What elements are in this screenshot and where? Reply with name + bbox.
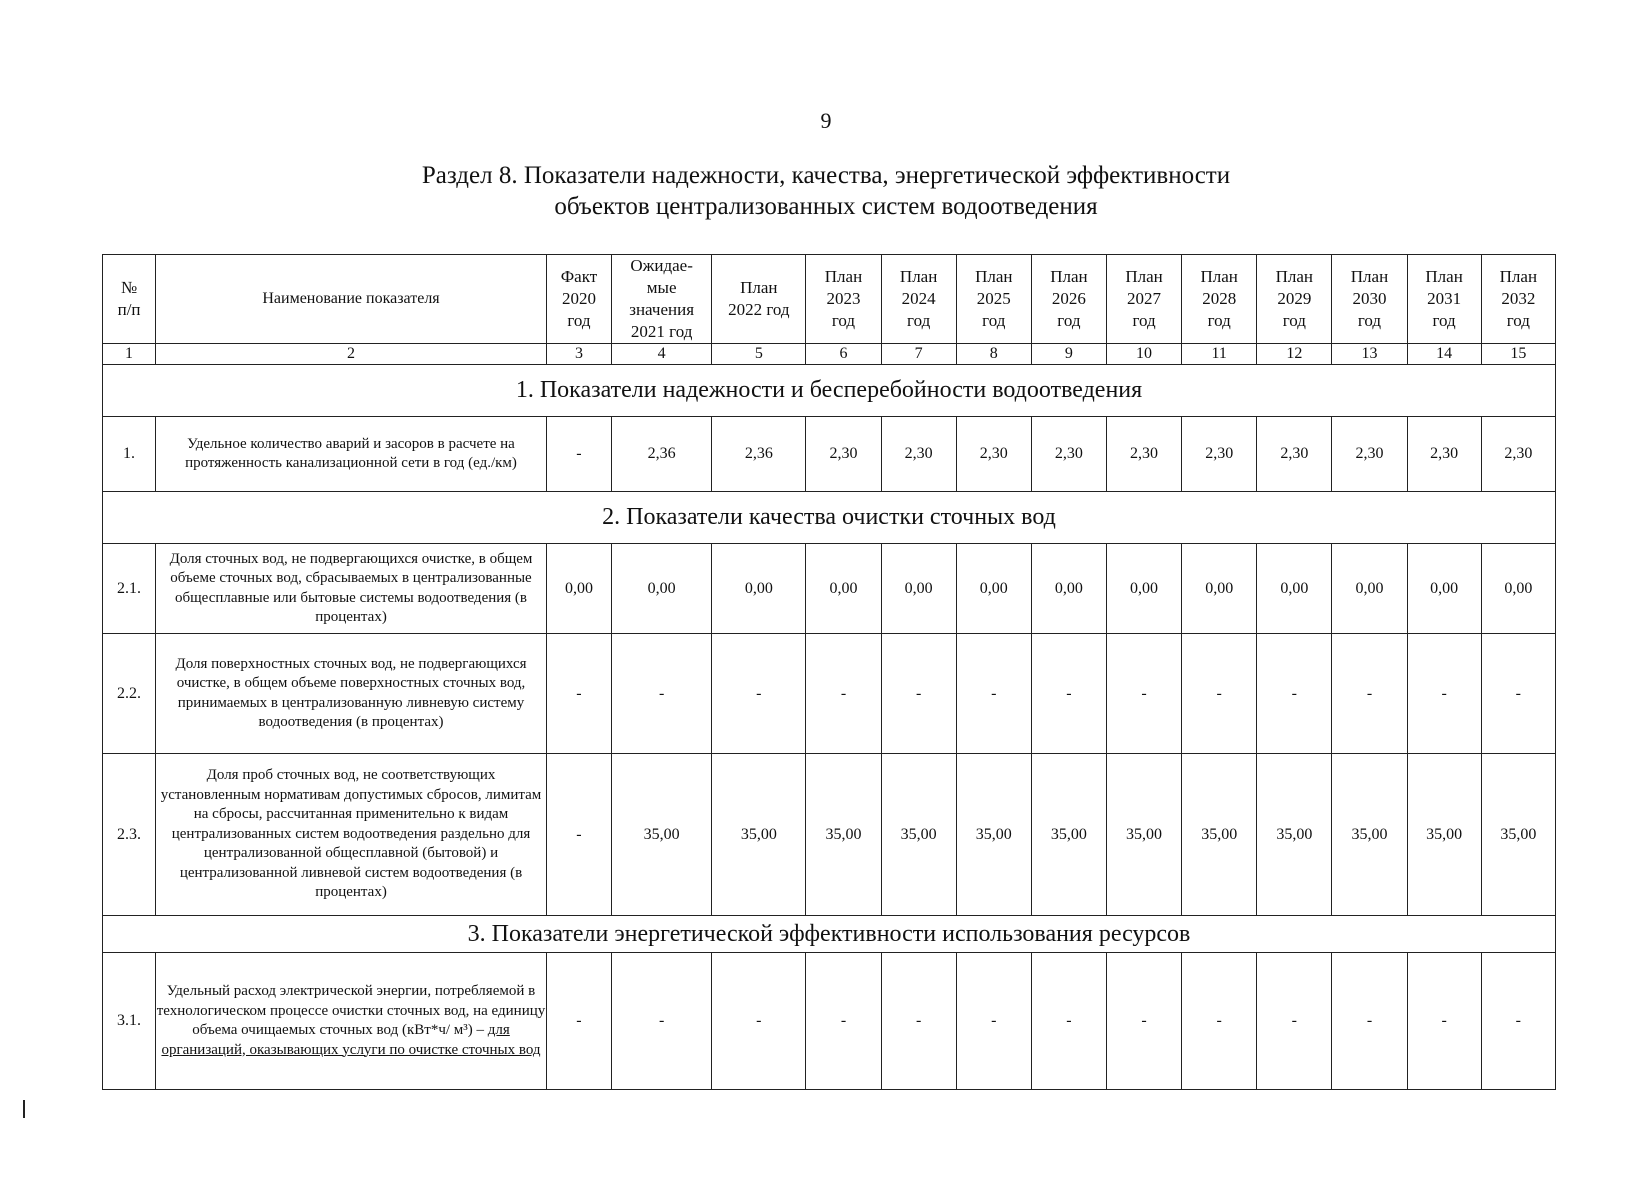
header-text: 2023 [826, 289, 861, 308]
value-cell: - [1481, 634, 1555, 754]
value-cell: 2,30 [1182, 417, 1257, 492]
column-number: 6 [806, 344, 881, 365]
header-text: План [740, 278, 778, 297]
header-plan-2031 [1407, 255, 1481, 344]
value-cell: - [546, 634, 611, 754]
value-cell: - [1182, 634, 1257, 754]
value-cell: 35,00 [1332, 754, 1407, 916]
value-cell: 0,00 [1332, 544, 1407, 634]
header-text: План [824, 267, 863, 286]
header-number-line-2: п/п [117, 300, 141, 319]
column-number: 4 [612, 344, 712, 365]
section-title-1: 1. Показатели надежности и бесперебойности водоотведения [103, 365, 1556, 417]
table-row [103, 953, 1556, 1090]
header-text: Факт [560, 267, 598, 286]
value-cell: 35,00 [1182, 754, 1257, 916]
page-number: 9 [820, 108, 832, 133]
header-plan-2030 [1332, 255, 1407, 344]
section-header-row [103, 365, 1556, 417]
header-row [103, 255, 1556, 344]
value-cell: - [956, 953, 1031, 1090]
header-text: 2027 [1127, 289, 1162, 308]
header-text: год [831, 311, 856, 330]
section-header-row [103, 916, 1556, 953]
value-cell: - [546, 754, 611, 916]
indicator-name [156, 953, 547, 1090]
value-cell: 0,00 [1182, 544, 1257, 634]
value-cell: 2,30 [1332, 417, 1407, 492]
header-text: 2028 [1202, 289, 1237, 308]
row-number: 2.3. [103, 754, 156, 916]
value-cell: - [1332, 953, 1407, 1090]
value-cell: 35,00 [712, 754, 806, 916]
header-text: значения [629, 300, 695, 319]
margin-mark [23, 1100, 25, 1118]
header-expected-2021 [612, 255, 712, 344]
table-row [103, 634, 1556, 754]
column-number: 1 [103, 344, 156, 365]
header-text: год [1207, 311, 1231, 330]
value-cell: - [1106, 953, 1181, 1090]
value-cell: - [1257, 953, 1332, 1090]
value-cell: 2,36 [712, 417, 806, 492]
header-text: год [982, 311, 1006, 330]
header-text: 2032 [1501, 289, 1536, 308]
header-text: План [1200, 267, 1238, 286]
value-cell: 0,00 [806, 544, 881, 634]
header-plan-2027 [1106, 255, 1181, 344]
header-text: год [1506, 311, 1530, 330]
value-cell: - [881, 953, 956, 1090]
value-cell: 2,30 [1257, 417, 1332, 492]
document-title [0, 160, 1652, 222]
column-number: 10 [1106, 344, 1181, 365]
section-title-2: 2. Показатели качества очистки сточных вод [103, 492, 1556, 544]
section-header-row [103, 492, 1556, 544]
header-plan-2025 [956, 255, 1031, 344]
row-number: 1. [103, 417, 156, 492]
value-cell: 0,00 [1257, 544, 1332, 634]
section-title-3: 3. Показатели энергетической эффективности использования ресурсов [103, 916, 1556, 953]
row-number: 2.2. [103, 634, 156, 754]
value-cell: - [1407, 634, 1481, 754]
header-text: План [975, 267, 1013, 286]
value-cell: - [612, 634, 712, 754]
header-text: 2029 [1277, 289, 1312, 308]
column-number: 3 [546, 344, 611, 365]
value-cell: 35,00 [612, 754, 712, 916]
title-line-2: объектов централизованных систем водоотведения [554, 193, 1098, 220]
indicator-name: Доля сточных вод, не подвергающихся очистке, в общем объеме сточных вод, сбрасываемых в централизованные общесплавные или бытовые системы водоотведения (в процентах) [156, 544, 547, 634]
value-cell: 2,30 [1481, 417, 1555, 492]
title-line-1: Раздел 8. Показатели надежности, качества, энергетической эффективности [421, 162, 1231, 189]
value-cell: - [806, 953, 881, 1090]
value-cell: 0,00 [1481, 544, 1555, 634]
value-cell: 35,00 [1031, 754, 1106, 916]
value-cell: - [1106, 634, 1181, 754]
value-cell: - [546, 417, 611, 492]
header-text: 2031 [1427, 289, 1462, 308]
table-row [103, 754, 1556, 916]
indicator-name: Удельное количество аварий и засоров в расчете на протяженность канализационной сети в год (ед./км) [156, 417, 547, 492]
value-cell: - [1481, 953, 1555, 1090]
value-cell: - [712, 634, 806, 754]
value-cell: 0,00 [1407, 544, 1481, 634]
header-plan-2029 [1257, 255, 1332, 344]
value-cell: 35,00 [1106, 754, 1181, 916]
column-number: 13 [1332, 344, 1407, 365]
header-text: год [907, 311, 931, 330]
value-cell: - [881, 634, 956, 754]
value-cell: - [806, 634, 881, 754]
value-cell: 2,30 [1031, 417, 1106, 492]
indicator-name-underlined: для организаций, оказывающих услуги по очистке сточных вод [161, 1022, 541, 1058]
header-text: мые [646, 278, 677, 297]
header-text: План [1275, 267, 1314, 286]
header-text: 2025 [976, 289, 1011, 308]
column-numbers-row [103, 344, 1556, 365]
header-text: год [1357, 311, 1382, 330]
value-cell: 35,00 [1257, 754, 1332, 916]
column-number: 7 [881, 344, 956, 365]
column-number: 11 [1182, 344, 1257, 365]
table-row [103, 544, 1556, 634]
value-cell: 2,30 [881, 417, 956, 492]
header-text: 2021 год [630, 322, 693, 341]
table-row [103, 417, 1556, 492]
value-cell: 35,00 [956, 754, 1031, 916]
header-text: 2020 [561, 289, 596, 308]
header-text: Ожидае- [630, 256, 693, 275]
header-plan-2028 [1182, 255, 1257, 344]
value-cell: 2,30 [806, 417, 881, 492]
header-fact-2020 [546, 255, 611, 344]
header-text: год [1057, 311, 1081, 330]
header-plan-2026 [1031, 255, 1106, 344]
header-plan-2023 [806, 255, 881, 344]
value-cell: 0,00 [956, 544, 1031, 634]
value-cell: - [1031, 953, 1106, 1090]
header-plan-2022 [712, 255, 806, 344]
value-cell: - [1182, 953, 1257, 1090]
column-number: 14 [1407, 344, 1481, 365]
value-cell: - [712, 953, 806, 1090]
header-text: План [1050, 267, 1088, 286]
header-text: 2026 [1051, 289, 1086, 308]
value-cell: 35,00 [1407, 754, 1481, 916]
value-cell: 35,00 [1481, 754, 1555, 916]
value-cell: - [612, 953, 712, 1090]
row-number: 3.1. [103, 953, 156, 1090]
header-text: 2024 [901, 289, 936, 308]
value-cell: 0,00 [712, 544, 806, 634]
value-cell: 2,36 [612, 417, 712, 492]
column-number: 2 [156, 344, 547, 365]
indicator-name-text: Удельный расход электрической энергии, потребляемой в технологическом процессе очистки сточных вод, на единицу объема очищаемых сточных вод (кВт*ч/ м³) – [156, 983, 546, 1038]
value-cell: - [1332, 634, 1407, 754]
header-text: год [1282, 311, 1306, 330]
header-text: План [1125, 267, 1163, 286]
column-number: 9 [1031, 344, 1106, 365]
row-number: 2.1. [103, 544, 156, 634]
header-text: год [1432, 311, 1456, 330]
value-cell: 2,30 [1407, 417, 1481, 492]
header-text: План [1425, 267, 1463, 286]
value-cell: 0,00 [546, 544, 611, 634]
indicator-name: Доля проб сточных вод, не соответствующих установленным нормативам допустимых сбросов, лимитам на сбросы, рассчитанная применительно к видам централизованных систем водоотведения раздельно для централизованной общесплавной (бытовой) и централизованной ливневой систем водоотведения (в процентах) [156, 754, 547, 916]
value-cell: 0,00 [1106, 544, 1181, 634]
header-text: План [1499, 267, 1538, 286]
value-cell: - [1257, 634, 1332, 754]
value-cell: - [546, 953, 611, 1090]
column-number: 12 [1257, 344, 1332, 365]
value-cell: - [1031, 634, 1106, 754]
header-text: План [1350, 267, 1389, 286]
header-number [103, 255, 156, 344]
value-cell: 35,00 [806, 754, 881, 916]
value-cell: 0,00 [1031, 544, 1106, 634]
header-text: год [567, 311, 591, 330]
header-plan-2024 [881, 255, 956, 344]
indicators-table [102, 254, 1556, 1090]
header-text: год [1132, 311, 1156, 330]
header-number-line-1: № [120, 278, 138, 297]
indicator-name: Доля поверхностных сточных вод, не подвергающихся очистке, в общем объеме поверхностных сточных вод, принимаемых в централизованную ливневую систему водоотведения (в процентах) [156, 634, 547, 754]
value-cell: 0,00 [881, 544, 956, 634]
value-cell: 2,30 [1106, 417, 1181, 492]
column-number: 5 [712, 344, 806, 365]
column-number: 15 [1481, 344, 1555, 365]
header-text: 2022 год [728, 300, 790, 319]
column-number: 8 [956, 344, 1031, 365]
value-cell: - [956, 634, 1031, 754]
header-text: План [899, 267, 938, 286]
value-cell: - [1407, 953, 1481, 1090]
header-plan-2032 [1481, 255, 1555, 344]
value-cell: 2,30 [956, 417, 1031, 492]
header-indicator-name: Наименование показателя [156, 255, 547, 344]
value-cell: 35,00 [881, 754, 956, 916]
value-cell: 0,00 [612, 544, 712, 634]
header-text: 2030 [1352, 289, 1387, 308]
